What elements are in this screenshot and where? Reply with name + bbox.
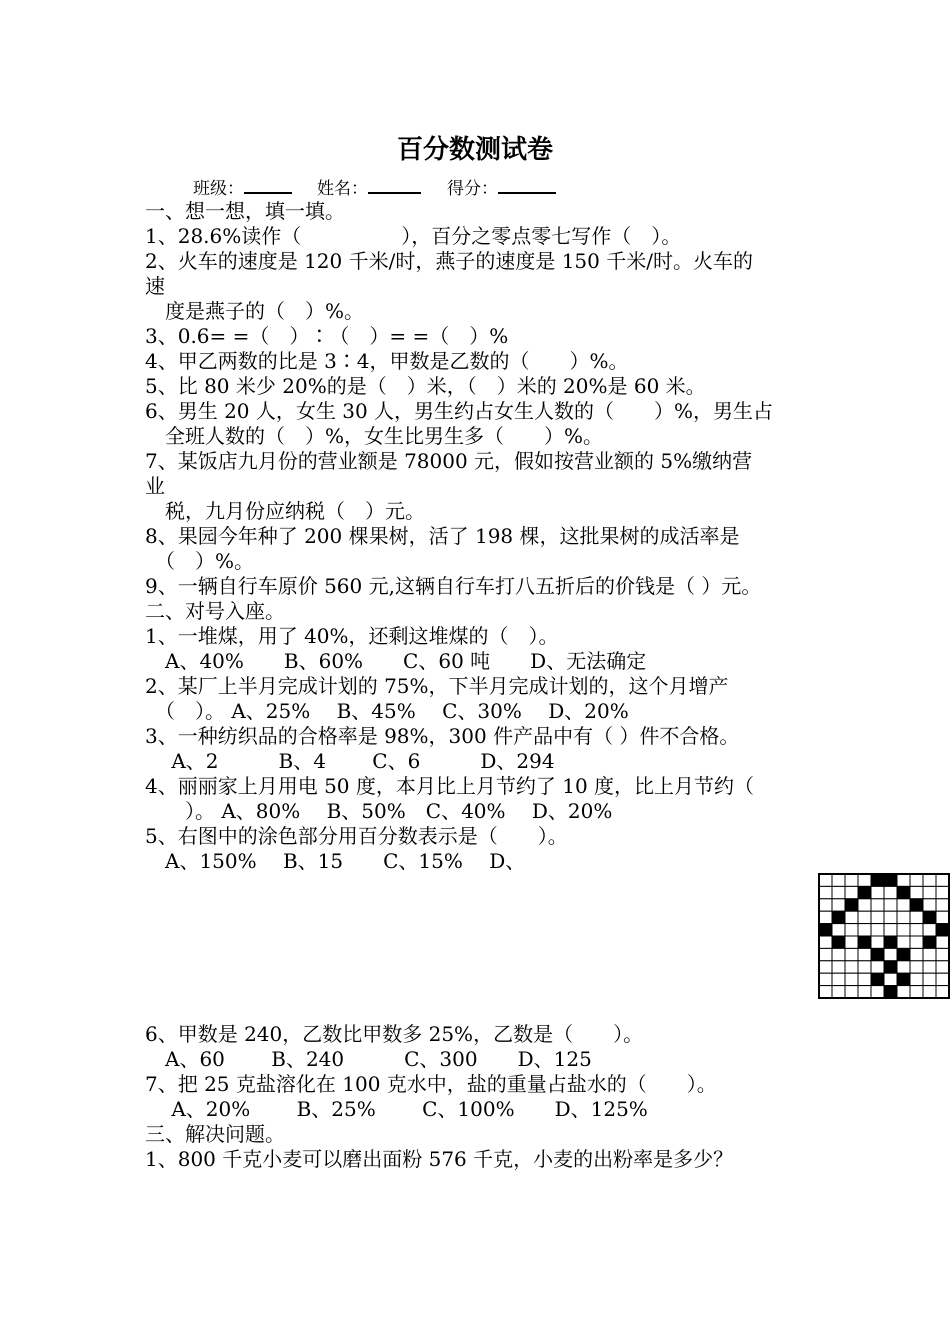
shaded-cell xyxy=(884,936,897,948)
grid-cell xyxy=(845,911,858,923)
name-label: 姓名： xyxy=(317,179,368,199)
shaded-cell xyxy=(858,886,871,898)
question-line: 9、一辆自行车原价 560 元,这辆自行车打八五折后的价钱是（ ）元。 xyxy=(145,574,762,598)
question-line: 度是燕子的（ ）%。 xyxy=(145,299,365,323)
question-line: 7、把 25 克盐溶化在 100 克水中，盐的重量占盐水的（ ）。 xyxy=(145,1072,717,1096)
grid-cell xyxy=(910,911,923,923)
score-label: 得分： xyxy=(447,179,498,199)
grid-cell xyxy=(832,874,845,886)
grid-cell xyxy=(910,924,923,936)
grid-cell xyxy=(936,961,949,973)
shaded-cell xyxy=(884,961,897,973)
grid-cell xyxy=(897,924,910,936)
grid-cell xyxy=(910,874,923,886)
shaded-cell xyxy=(923,936,936,948)
question-line: 5、右图中的涂色部分用百分数表示是（ ）。 xyxy=(145,824,568,848)
grid-cell xyxy=(871,961,884,973)
question-line: 5、比 80 米少 20%的是（ ）米，（ ）米的 20%是 60 米。 xyxy=(145,374,706,398)
grid-cell xyxy=(936,973,949,985)
grid-cell xyxy=(819,911,832,923)
question-line: 6、甲数是 240，乙数比甲数多 25%，乙数是（ ）。 xyxy=(145,1022,644,1046)
grid-cell xyxy=(923,948,936,960)
grid-cell xyxy=(923,961,936,973)
grid-cell xyxy=(845,973,858,985)
grid-cell xyxy=(871,911,884,923)
question-line: 1、28.6%读作（ ），百分之零点零七写作（ ）。 xyxy=(145,224,682,248)
grid-cell xyxy=(884,911,897,923)
grid-cell xyxy=(871,899,884,911)
shaded-cell xyxy=(871,948,884,960)
grid-cell xyxy=(897,911,910,923)
question-line: 8、果园今年种了 200 棵果树，活了 198 棵，这批果树的成活率是 xyxy=(145,524,740,548)
grid-cell xyxy=(832,973,845,985)
grid-cell xyxy=(819,936,832,948)
grid-cell xyxy=(858,986,871,998)
grid-cell xyxy=(845,886,858,898)
name-field xyxy=(317,176,421,200)
grid-cell xyxy=(858,911,871,923)
question-line: 3、一种纺织品的合格率是 98%，300 件产品中有（ ）件不合格。 xyxy=(145,724,740,748)
grid-cell xyxy=(897,899,910,911)
grid-cell xyxy=(884,973,897,985)
grid-cell xyxy=(832,961,845,973)
grid-cell xyxy=(936,911,949,923)
grid-cell xyxy=(832,886,845,898)
grid-cell xyxy=(858,961,871,973)
question-line: 7、某饭店九月份的营业额是 78000 元，假如按营业额的 5%缴纳营 xyxy=(145,449,753,473)
question-line: 速 xyxy=(145,274,165,298)
grid-cell xyxy=(923,886,936,898)
grid-cell xyxy=(832,899,845,911)
question-options: （ ）。 A、25% B、45% C、30% D、20% xyxy=(145,699,629,723)
grid-cell xyxy=(858,899,871,911)
question-line: 2、某厂上半月完成计划的 75%，下半月完成计划的，这个月增产 xyxy=(145,674,729,698)
grid-cell xyxy=(910,936,923,948)
grid-cell xyxy=(845,936,858,948)
grid-cell xyxy=(871,886,884,898)
question-line: 4、甲乙两数的比是 3∶4，甲数是乙数的（ ）%。 xyxy=(145,349,629,373)
grid-cell xyxy=(884,886,897,898)
grid-cell xyxy=(936,948,949,960)
question-line: 业 xyxy=(145,474,165,498)
class-blank[interactable] xyxy=(244,176,292,194)
shaded-cell xyxy=(910,899,923,911)
grid-cell xyxy=(819,874,832,886)
grid-cell xyxy=(923,924,936,936)
shaded-cell xyxy=(884,874,897,886)
class-field xyxy=(193,176,292,200)
question-line: 税，九月份应纳税（ ）元。 xyxy=(145,499,425,523)
score-field xyxy=(447,176,556,200)
question-options: A、20% B、25% C、100% D、125% xyxy=(145,1097,648,1121)
question-line: 6、男生 20 人，女生 30 人，男生约占女生人数的（ ）%，男生占 xyxy=(145,399,774,423)
grid-cell xyxy=(897,936,910,948)
shaded-cell xyxy=(832,936,845,948)
grid-cell xyxy=(897,986,910,998)
grid-cell xyxy=(832,948,845,960)
shaded-cell xyxy=(897,886,910,898)
shaded-cell xyxy=(832,911,845,923)
grid-cell xyxy=(923,874,936,886)
grid-cell xyxy=(832,924,845,936)
grid-cell xyxy=(936,886,949,898)
question-options: ）。 A、80% B、50% C、40% D、20% xyxy=(145,799,613,823)
grid-cell xyxy=(897,961,910,973)
grid-cell xyxy=(819,986,832,998)
grid-cell xyxy=(858,874,871,886)
grid-cell xyxy=(845,961,858,973)
question-options: A、60 B、240 C、300 D、125 xyxy=(145,1047,592,1071)
shaded-cell xyxy=(897,948,910,960)
shaded-cell xyxy=(871,874,884,886)
question-options: A、2 B、4 C、6 D、294 xyxy=(145,749,555,773)
question-line: 1、一堆煤，用了 40%，还剩这堆煤的（ ）。 xyxy=(145,624,559,648)
grid-cell xyxy=(936,874,949,886)
shaded-cell xyxy=(819,924,832,936)
grid-cell xyxy=(819,948,832,960)
grid-cell xyxy=(923,973,936,985)
grid-cell xyxy=(897,874,910,886)
grid-cell xyxy=(936,936,949,948)
question-line: 全班人数的（ ）%，女生比男生多（ ）%。 xyxy=(145,424,604,448)
grid-cell xyxy=(871,986,884,998)
shaded-grid-figure xyxy=(818,873,950,999)
grid-cell xyxy=(884,948,897,960)
shaded-cell xyxy=(871,973,884,985)
section-heading-3: 三、解决问题。 xyxy=(145,1122,285,1146)
grid-cell xyxy=(936,986,949,998)
question-line: （ ）%。 xyxy=(145,549,255,573)
shaded-cell xyxy=(858,936,871,948)
grid-cell xyxy=(845,948,858,960)
grid-cell xyxy=(910,973,923,985)
question-line: 1、800 千克小麦可以磨出面粉 576 千克，小麦的出粉率是多少？ xyxy=(145,1147,734,1171)
section-heading-1: 一、想一想，填一填。 xyxy=(145,199,345,223)
shaded-cell xyxy=(936,924,949,936)
grid-cell xyxy=(845,874,858,886)
grid-cell xyxy=(884,899,897,911)
class-label: 班级： xyxy=(193,179,244,199)
grid-cell xyxy=(910,948,923,960)
question-line: 4、丽丽家上月用电 50 度，本月比上月节约了 10 度，比上月节约（ xyxy=(145,774,755,798)
grid-cell xyxy=(858,924,871,936)
grid-cell xyxy=(819,961,832,973)
grid-cell xyxy=(858,948,871,960)
grid-cell xyxy=(910,886,923,898)
shaded-cell xyxy=(923,911,936,923)
grid-cell xyxy=(845,986,858,998)
section-heading-2: 二、对号入座。 xyxy=(145,599,285,623)
grid-cell xyxy=(884,924,897,936)
grid-cell xyxy=(871,924,884,936)
score-blank[interactable] xyxy=(498,176,556,194)
grid-cell xyxy=(845,924,858,936)
grid-cell xyxy=(923,986,936,998)
question-line: 2、火车的速度是 120 千米/时，燕子的速度是 150 千米/时。火车的 xyxy=(145,249,753,273)
shaded-cell xyxy=(845,899,858,911)
grid-cell xyxy=(871,936,884,948)
grid-cell xyxy=(832,986,845,998)
grid-cell xyxy=(910,961,923,973)
shaded-cell xyxy=(897,973,910,985)
grid-cell xyxy=(819,973,832,985)
question-line: 3、0.6= =（ ）∶（ ）= =（ ）% xyxy=(145,324,509,348)
grid-cell xyxy=(858,973,871,985)
question-options: A、150% B、15 C、15% D、 xyxy=(145,849,526,873)
grid-cell xyxy=(923,899,936,911)
name-blank[interactable] xyxy=(368,176,421,194)
grid-cell xyxy=(819,886,832,898)
grid-cell xyxy=(910,986,923,998)
page-title: 百分数测试卷 xyxy=(396,135,553,165)
question-options: A、40% B、60% C、60 吨 D、无法确定 xyxy=(145,649,647,673)
grid-cell xyxy=(819,899,832,911)
shaded-cell xyxy=(884,986,897,998)
grid-cell xyxy=(936,899,949,911)
